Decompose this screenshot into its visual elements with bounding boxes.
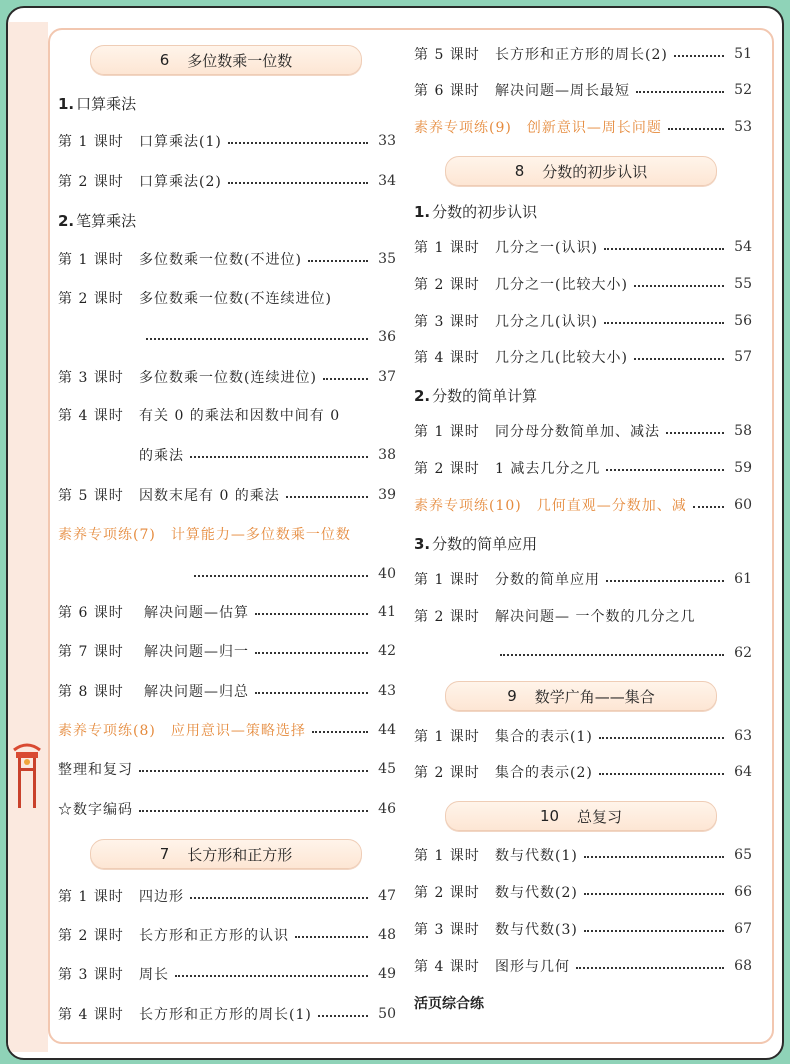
toc-entry[interactable]: 第 2 课时 解决问题— 一个数的几分之几 — [414, 609, 696, 625]
dot-leader — [190, 456, 368, 458]
chapter-title: 长方形和正方形 — [187, 845, 293, 864]
chapter-number: 8 — [514, 162, 525, 180]
toc-entry[interactable]: 第 4 课时 几分之几(比较大小) 57 — [414, 349, 752, 366]
chapter-10-heading[interactable] — [445, 801, 717, 831]
lantern-decoration-icon — [12, 742, 42, 812]
toc-entry[interactable]: 第 4 课时 长方形和正方形的周长(1) 50 — [58, 1006, 396, 1023]
toc-entry[interactable]: 第 1 课时 几分之一(认识) 54 — [414, 239, 752, 256]
section-fraction-intro: 1. 分数的初步认识 — [414, 203, 538, 221]
toc-entry[interactable]: 第 3 课时 多位数乘一位数(连续进位) 37 — [58, 369, 396, 386]
toc-entry[interactable]: 第 1 课时 口算乘法(1) 33 — [58, 133, 396, 150]
dot-leader — [584, 893, 724, 895]
dot-leader — [175, 975, 368, 977]
dot-leader — [666, 432, 724, 434]
section-oral-multiplication: 1. 口算乘法 — [58, 95, 137, 113]
chapter-8-heading[interactable] — [445, 156, 717, 186]
chapter-title: 多位数乘一位数 — [187, 51, 293, 70]
toc-entry[interactable]: 第 3 课时 几分之几(认识) 56 — [414, 313, 752, 330]
toc-entry[interactable]: 第 2 课时 1 减去几分之几 59 — [414, 460, 752, 477]
practice-entry-9[interactable]: 素养专项练(9) 创新意识—周长问题 53 — [414, 119, 752, 136]
dot-leader — [255, 652, 368, 654]
dot-leader — [604, 248, 724, 250]
toc-entry-review[interactable]: 整理和复习 45 — [58, 761, 396, 778]
toc-entry-continuation[interactable]: 36 — [146, 327, 396, 347]
toc-entry[interactable]: 第 1 课时 集合的表示(1) 63 — [414, 728, 752, 745]
dot-leader — [308, 260, 368, 262]
toc-entry[interactable]: 第 7 课时 解决问题—归一 42 — [58, 643, 396, 660]
chapter-number: 9 — [507, 687, 517, 705]
section-written-multiplication: 2. 笔算乘法 — [58, 212, 137, 230]
toc-entry[interactable]: 第 2 课时 长方形和正方形的认识 48 — [58, 927, 396, 944]
side-band — [8, 22, 48, 1052]
chapter-title: 数学广角——集合 — [534, 687, 655, 706]
toc-entry[interactable]: 第 8 课时 解决问题—归总 43 — [58, 683, 396, 700]
toc-entry[interactable]: 第 2 课时 集合的表示(2) 64 — [414, 764, 752, 781]
toc-entry[interactable]: 第 2 课时 数与代数(2) 66 — [414, 884, 752, 901]
dot-leader — [286, 496, 368, 498]
dot-leader — [228, 142, 368, 144]
dot-leader — [146, 338, 368, 340]
dot-leader — [604, 322, 724, 324]
practice-entry-10[interactable]: 素养专项练(10) 几何直观—分数加、减 60 — [414, 497, 752, 514]
toc-entry[interactable]: 第 3 课时 周长 49 — [58, 966, 396, 983]
toc-entry[interactable]: 第 1 课时 分数的简单应用 61 — [414, 571, 752, 588]
dot-leader — [606, 469, 724, 471]
dot-leader — [636, 91, 724, 93]
dot-leader — [194, 575, 368, 577]
dot-leader — [295, 936, 368, 938]
toc-entry[interactable]: 第 4 课时 图形与几何 68 — [414, 958, 752, 975]
toc-entry[interactable]: 第 1 课时 多位数乘一位数(不进位) 35 — [58, 251, 396, 268]
section-fraction-calculation: 2. 分数的简单计算 — [414, 387, 538, 405]
chapter-9-heading[interactable] — [445, 681, 717, 711]
chapter-number: 6 — [159, 51, 170, 69]
dot-leader — [634, 358, 724, 360]
dot-leader — [576, 967, 724, 969]
dot-leader — [584, 856, 724, 858]
dot-leader — [228, 182, 368, 184]
dot-leader — [500, 654, 724, 656]
toc-entry-continuation[interactable]: 40 — [194, 564, 396, 584]
dot-leader — [190, 897, 368, 899]
dot-leader — [693, 506, 724, 508]
toc-entry[interactable]: 第 5 课时 长方形和正方形的周长(2) 51 — [414, 46, 752, 63]
toc-entry[interactable]: 第 2 课时 多位数乘一位数(不连续进位) — [58, 291, 332, 307]
toc-entry[interactable]: 第 1 课时 数与代数(1) 65 — [414, 847, 752, 864]
dot-leader — [634, 285, 724, 287]
practice-entry-8[interactable]: 素养专项练(8) 应用意识—策略选择 44 — [58, 722, 396, 739]
chapter-number: 7 — [159, 845, 170, 863]
chapter-title: 分数的初步认识 — [542, 162, 648, 181]
dot-leader — [139, 770, 368, 772]
dot-leader — [599, 773, 724, 775]
toc-entry[interactable]: 第 2 课时 口算乘法(2) 34 — [58, 173, 396, 190]
practice-entry-7[interactable]: 素养专项练(7) 计算能力—多位数乘一位数 — [58, 527, 351, 543]
chapter-7-heading[interactable] — [90, 839, 362, 869]
loose-leaf-practice[interactable]: 活页综合练 — [414, 996, 484, 1012]
dot-leader — [255, 613, 368, 615]
dot-leader — [312, 731, 368, 733]
dot-leader — [323, 378, 368, 380]
dot-leader — [139, 810, 368, 812]
dot-leader — [318, 1015, 368, 1017]
toc-entry[interactable]: 第 1 课时 四边形 47 — [58, 888, 396, 905]
dot-leader — [668, 128, 724, 130]
chapter-number: 10 — [539, 807, 560, 825]
toc-entry[interactable]: 第 1 课时 同分母分数简单加、减法 58 — [414, 423, 752, 440]
toc-entry[interactable]: 第 2 课时 几分之一(比较大小) 55 — [414, 276, 752, 293]
dot-leader — [255, 692, 368, 694]
chapter-6-heading[interactable] — [90, 45, 362, 75]
dot-leader — [606, 580, 724, 582]
chapter-title: 总复习 — [577, 807, 623, 826]
dot-leader — [599, 737, 724, 739]
toc-entry[interactable]: 第 4 课时 有关 0 的乘法和因数中间有 0 — [58, 408, 341, 424]
toc-entry[interactable]: 第 5 课时 因数末尾有 0 的乘法 39 — [58, 487, 396, 504]
toc-entry[interactable]: 第 6 课时 解决问题—周长最短 52 — [414, 82, 752, 99]
toc-entry[interactable]: 第 6 课时 解决问题—估算 41 — [58, 604, 396, 621]
section-fraction-application: 3. 分数的简单应用 — [414, 535, 538, 553]
dot-leader — [584, 930, 724, 932]
dot-leader — [674, 55, 724, 57]
toc-entry-continuation[interactable]: 的乘法 38 — [139, 447, 396, 464]
toc-entry-continuation[interactable]: 62 — [500, 643, 752, 663]
toc-entry-digital-coding[interactable]: ☆数字编码 46 — [58, 801, 396, 818]
toc-entry[interactable]: 第 3 课时 数与代数(3) 67 — [414, 921, 752, 938]
